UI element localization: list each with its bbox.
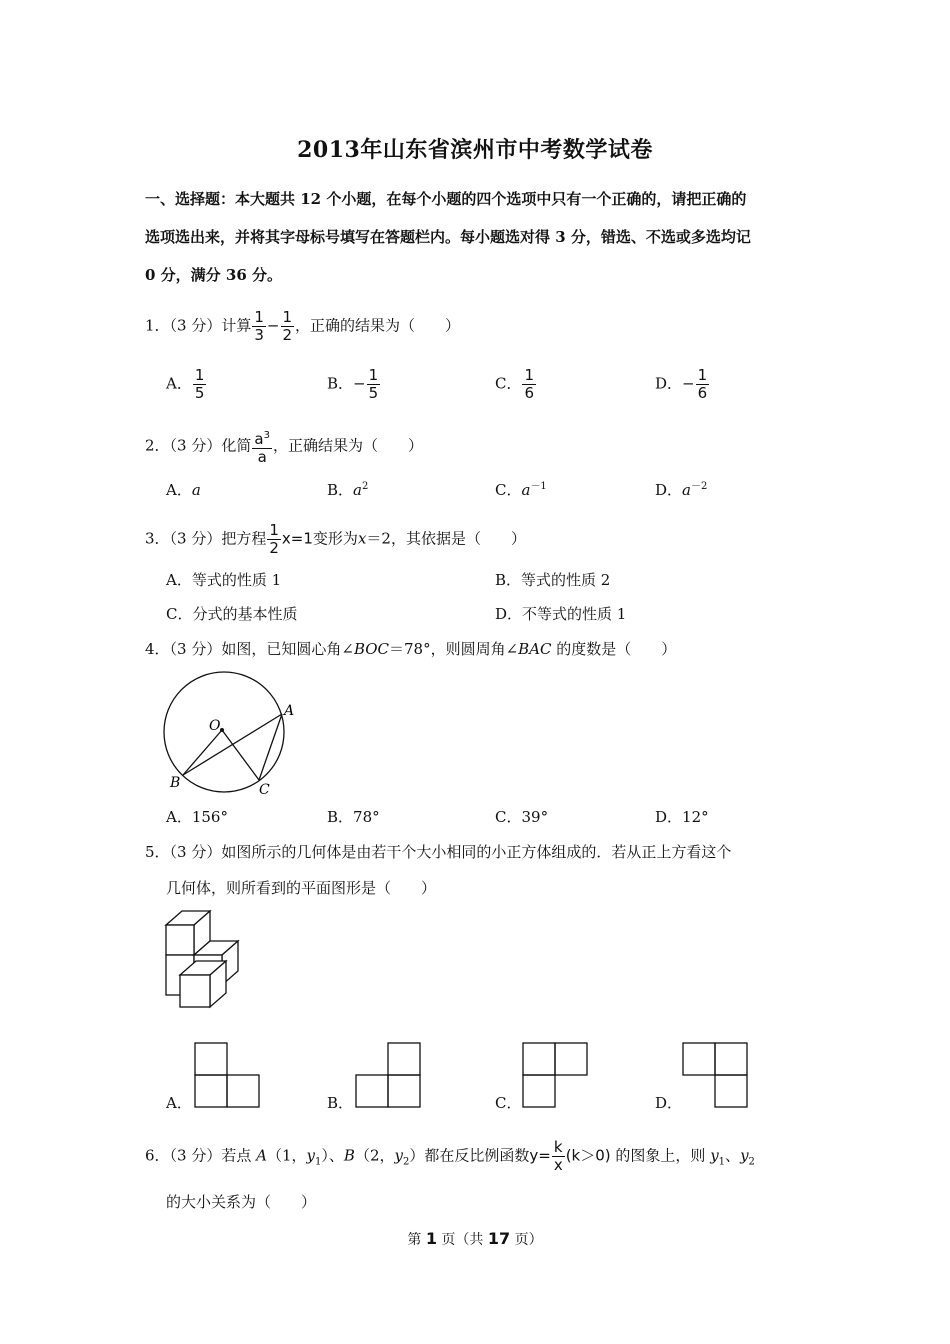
q3-eq2: ＝2，其依据是（ ） <box>366 529 526 548</box>
q1-option-b-num: 1 <box>368 366 379 384</box>
q2-option-a-base: a <box>191 481 201 499</box>
q5-option-c[interactable] <box>495 1092 521 1114</box>
q1-suffix: ，正确的结果为（ ） <box>295 316 461 335</box>
q1-option-b-fraction <box>367 367 381 402</box>
q1-option-d[interactable] <box>655 367 710 402</box>
q1-option-a-num: 1 <box>194 366 205 384</box>
q3-frac-denominator: 2 <box>269 539 279 557</box>
q5-option-c-label: C． <box>495 1094 522 1112</box>
q6-y1-sub: 1 <box>315 1156 322 1168</box>
q5-cube4-front <box>180 975 210 1007</box>
q2-option-c-exp: －1 <box>530 481 547 492</box>
q3-option-b-label: B． <box>495 571 522 589</box>
question-4 <box>145 638 676 660</box>
q6-text3: ）、 <box>321 1146 344 1165</box>
q4-option-c-label: C． <box>495 808 522 826</box>
q2-num-base: a <box>254 430 264 448</box>
q5-cube1-front <box>166 925 194 955</box>
q1-option-c-fraction <box>522 367 536 402</box>
q2-option-c-base: a <box>521 481 531 499</box>
q4-text2: ＝78°，则圆周角∠ <box>389 640 519 658</box>
q2-option-c[interactable] <box>495 476 547 501</box>
q6-point-a: A <box>256 1146 267 1165</box>
q3-option-b-text: 等式的性质 2 <box>521 571 611 589</box>
q5-line1: 如图所示的几何体是由若干个大小相同的小正方体组成的．若从正上方看这个 <box>221 843 732 861</box>
q1-option-d-label: D． <box>655 374 683 393</box>
q6-y1: y <box>306 1146 316 1165</box>
q1-score: （3 分） <box>169 316 222 335</box>
q6-func-denominator: x <box>553 1156 563 1174</box>
footer-mid: 页（共 <box>436 1232 488 1248</box>
q2-score: （3 分） <box>169 436 222 455</box>
q1-option-a-label: A． <box>166 374 192 393</box>
question-5 <box>145 841 731 863</box>
q4-option-a-text: 156° <box>191 808 228 826</box>
q1-frac1-numerator: 1 <box>254 308 264 326</box>
q4-option-c-text: 39° <box>521 808 549 826</box>
q1-option-a-den: 5 <box>194 384 205 402</box>
q6-text5: ）都在反比例函数 <box>409 1146 530 1165</box>
question-1 <box>145 309 460 344</box>
question-2 <box>145 427 423 466</box>
q3-middle: 变形为 <box>312 529 358 548</box>
q2-prefix: 化简 <box>221 436 252 455</box>
q1-option-d-sign: − <box>682 374 695 393</box>
q2-num-exponent: 3 <box>263 430 270 441</box>
q6-func-numerator: k <box>552 1139 565 1157</box>
q4-segment-ba <box>183 714 282 775</box>
q5-number: 5． <box>145 843 170 861</box>
q2-option-b-base: a <box>353 481 362 499</box>
page-footer <box>0 1229 950 1249</box>
q6-score: （3 分） <box>169 1146 222 1165</box>
q1-option-b-den: 5 <box>368 384 379 402</box>
q3-frac-numerator: 1 <box>269 521 279 539</box>
q1-number: 1． <box>145 316 170 335</box>
section-instruction-line2: 选项选出来，并将其字母标号填写在答题栏内。每小题选对得 3 分，错选、不选或多选均记 <box>145 228 751 246</box>
q4-label-b: B <box>170 775 181 791</box>
q4-option-d[interactable] <box>655 806 709 828</box>
q4-option-d-label: D． <box>655 808 683 826</box>
q1-fraction-1 <box>252 309 266 344</box>
q1-option-b-label: B． <box>327 374 354 393</box>
q5-line2: 几何体，则所看到的平面图形是（ ） <box>166 879 437 897</box>
q3-option-a-label: A． <box>166 571 192 589</box>
q4-number: 4． <box>145 640 170 658</box>
q4-text1: 如图，已知圆心角∠ <box>221 640 354 658</box>
q1-option-d-fraction <box>696 367 710 402</box>
q1-option-c-den: 6 <box>524 384 535 402</box>
q4-segment-oc <box>222 730 259 780</box>
q5-option-d-label: D． <box>655 1094 683 1112</box>
footer-pre: 第 <box>407 1232 426 1248</box>
q2-frac-numerator <box>252 427 272 449</box>
q1-frac2-numerator: 1 <box>282 308 293 326</box>
footer-total-pages: 17 <box>487 1229 511 1248</box>
q6-y2-sub: 2 <box>402 1156 410 1168</box>
q3-option-b[interactable] <box>495 569 610 591</box>
q3-option-d-text: 不等式的性质 1 <box>522 605 627 623</box>
section-instruction-line1: 一、选择题：本大题共 12 个小题，在每个小题的四个选项中只有一个正确的，请把正确的 <box>145 190 747 208</box>
section-instruction-line3: 0 分，满分 36 分。 <box>145 266 282 284</box>
q3-option-a[interactable] <box>166 569 281 591</box>
q1-option-b[interactable] <box>327 367 381 402</box>
q1-option-a[interactable] <box>166 367 207 402</box>
q2-fraction <box>252 427 272 466</box>
q4-label-c: C <box>259 782 270 798</box>
q4-option-d-text: 12° <box>682 808 709 826</box>
q6-y2b-sub: 2 <box>748 1156 755 1168</box>
q2-option-a-label: A． <box>166 481 192 499</box>
page-title: 2013年山东省滨州市中考数学试卷 <box>297 137 653 163</box>
q5-option-b-figure[interactable] <box>355 1042 421 1108</box>
question-6 <box>145 1139 755 1174</box>
q2-option-d-base: a <box>682 481 691 499</box>
footer-page-number: 1 <box>425 1229 437 1248</box>
q2-option-c-label: C． <box>495 481 522 499</box>
q3-equation-rest: x=1 <box>281 529 313 548</box>
q1-option-a-fraction <box>193 367 207 402</box>
q3-variable: x <box>357 529 367 548</box>
q5-option-b[interactable] <box>327 1092 353 1114</box>
q3-option-d-label: D． <box>495 605 523 623</box>
q6-text4: （2， <box>354 1146 395 1165</box>
q1-option-c[interactable] <box>495 367 537 402</box>
q6-number: 6． <box>145 1146 170 1165</box>
q3-option-d[interactable] <box>495 603 626 625</box>
q1-frac1-denominator: 3 <box>254 326 264 344</box>
q6-y2: y <box>394 1146 403 1165</box>
q4-option-b-text: 78° <box>353 808 380 826</box>
q3-option-c[interactable] <box>166 603 298 625</box>
q6-text6: 的图象上，则 <box>610 1146 711 1165</box>
q1-prefix: 计算 <box>221 316 252 335</box>
q2-frac-denominator: a <box>257 448 267 466</box>
q1-option-d-num: 1 <box>697 366 708 384</box>
q5-option-d-figure[interactable] <box>682 1042 748 1108</box>
q4-option-b[interactable] <box>327 806 380 828</box>
q6-func-fraction <box>552 1139 565 1174</box>
q6-y1b-sub: 1 <box>718 1156 726 1168</box>
q4-center-dot <box>220 728 224 732</box>
q1-option-d-den: 6 <box>697 384 708 402</box>
q3-number: 3． <box>145 529 170 548</box>
q3-fraction <box>267 522 281 557</box>
q6-text7: 、 <box>725 1146 741 1165</box>
q5-cube-solid-figure <box>160 905 250 1015</box>
q2-option-b-exp: 2 <box>361 481 369 492</box>
q4-angle2: BAC <box>518 640 552 658</box>
q5-score: （3 分） <box>169 843 222 861</box>
q6-line2: 的大小关系为（ ） <box>166 1193 317 1211</box>
q6-func-y: y= <box>529 1146 551 1165</box>
q4-option-a[interactable] <box>166 806 228 828</box>
q2-suffix: ，正确结果为（ ） <box>272 436 423 455</box>
q6-point-b: B <box>343 1146 355 1165</box>
q6-func-condition: (k＞0) <box>565 1146 611 1165</box>
q6-y1b: y <box>710 1146 719 1165</box>
q3-option-c-label: C． <box>166 605 193 623</box>
q2-option-d-exp: －2 <box>690 481 708 492</box>
footer-post: 页） <box>510 1232 543 1248</box>
q5-option-a[interactable] <box>166 1092 192 1114</box>
q3-option-c-text: 分式的基本性质 <box>192 605 298 623</box>
q4-score: （3 分） <box>169 640 222 658</box>
q1-option-c-label: C． <box>495 374 522 393</box>
q3-score: （3 分） <box>169 529 222 548</box>
q4-label-o: O <box>209 718 221 734</box>
q1-option-b-sign: − <box>353 374 366 393</box>
q1-minus: − <box>266 316 280 335</box>
q5-option-c-figure[interactable] <box>522 1042 588 1108</box>
q2-option-d[interactable] <box>655 476 707 501</box>
q5-option-a-label: A． <box>166 1094 192 1112</box>
q2-option-b[interactable] <box>327 476 368 501</box>
q5-option-b-label: B． <box>327 1094 354 1112</box>
q2-option-a[interactable] <box>166 476 201 501</box>
q4-circle-figure <box>160 668 300 800</box>
q1-frac2-denominator: 2 <box>282 326 293 344</box>
q6-text2: （1， <box>266 1146 307 1165</box>
q4-angle1: BOC <box>353 640 390 658</box>
q5-option-a-figure[interactable] <box>194 1042 260 1108</box>
q3-prefix: 把方程 <box>221 529 267 548</box>
q2-number: 2． <box>145 436 170 455</box>
q4-option-b-label: B． <box>327 808 354 826</box>
q4-option-c[interactable] <box>495 806 548 828</box>
q5-option-d[interactable] <box>655 1092 682 1114</box>
q6-y2b: y <box>740 1146 749 1165</box>
q4-segment-ob <box>183 730 222 775</box>
q4-text3: 的度数是（ ） <box>551 640 677 658</box>
q1-fraction-2 <box>281 309 295 344</box>
q1-option-c-num: 1 <box>524 366 535 384</box>
question-3 <box>145 522 526 557</box>
q3-option-a-text: 等式的性质 1 <box>191 571 282 589</box>
q4-option-a-label: A． <box>166 808 192 826</box>
q2-option-d-label: D． <box>655 481 683 499</box>
q2-option-b-label: B． <box>327 481 354 499</box>
q4-label-a: A <box>284 703 295 719</box>
q6-text1: 若点 <box>221 1146 257 1165</box>
